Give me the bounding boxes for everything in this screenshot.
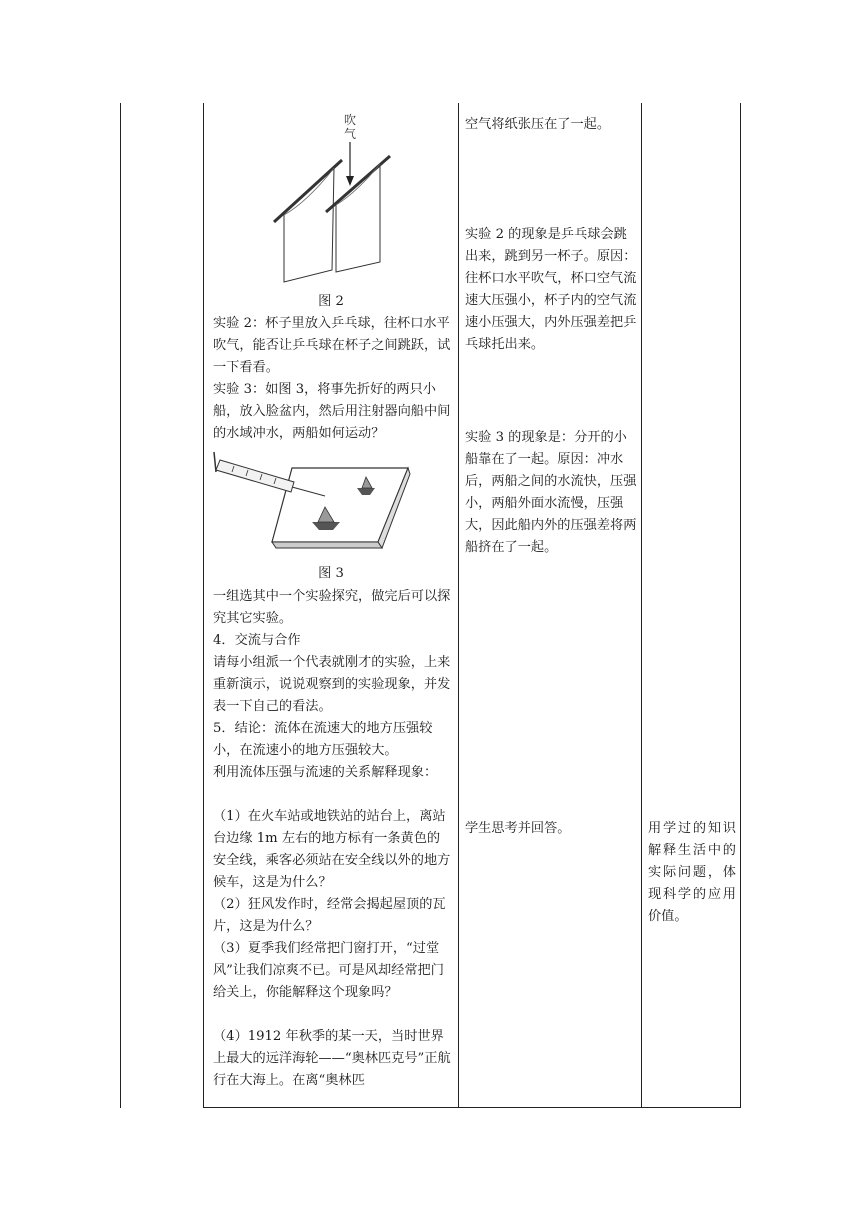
application-intro: 利用流体压强与流速的关系解释现象： — [213, 765, 438, 780]
student-think-answer: 学生思考并回答。 — [465, 821, 571, 836]
experiment-3-result: 实验 3 的现象是：分开的小船靠在了一起。原因：冲水后，两船之间的水流快，压强小，两船外面水流慢，压强大，因此船内外的压强差将两船挤在了一起。 — [465, 430, 637, 555]
table-right-border — [740, 103, 741, 1108]
figure-2-paper-sheets — [262, 112, 402, 292]
figure-3-caption: 图 3 — [318, 566, 344, 581]
experiment-1-result: 空气将纸张压在了一起。 — [465, 117, 611, 132]
experiment-3-text: 实验 3：如图 3，将事先折好的两只小船，放入脸盆内，然后用注射器向船中间的水域冲水，两船如何运动？ — [213, 382, 451, 441]
figure-2-caption: 图 2 — [318, 294, 344, 309]
column-divider-3 — [641, 103, 642, 1108]
column-divider-2 — [458, 103, 459, 1108]
group-instruction: 一组选其中一个实验探究，做完后可以探究其它实验。 — [213, 589, 451, 626]
table-bottom-border — [203, 1107, 741, 1108]
question-2: （2）狂风发作时，经常会揭起屋顶的瓦片，这是为什么？ — [213, 897, 446, 934]
fig2-label-char2: 气 — [344, 127, 357, 141]
question-3: （3）夏季我们经常把门窗打开，“过堂风”让我们凉爽不已。可是风却经常把门给关上，你能解释这个现象吗？ — [213, 941, 444, 1000]
section-4-text: 请每小组派一个代表就刚才的实验，上来重新演示，说说观察到的实验现象，并发表一下自己的看法。 — [213, 655, 451, 714]
question-1: （1）在火车站或地铁站的站台上，离站台边缘 1m 左右的地方标有一条黄色的安全线，乘客必须站在安全线以外的地方候车，这是为什么？ — [213, 809, 451, 890]
experiment-2-result: 实验 2 的现象是乒乓球会跳出来，跳到另一杯子。原因：往杯口水平吹气，杯口空气流速大压强小，杯子内的空气流速小压强大，内外压强差把乒乓球托出来。 — [465, 227, 637, 352]
section-4-title: 4．交流与合作 — [213, 633, 301, 648]
column-divider-1 — [203, 103, 204, 1108]
table-left-border — [120, 103, 121, 1108]
question-4: （4）1912 年秋季的某一天，当时世界上最大的远洋海轮——“奥林匹克号”正航行在大海上。在离“奥林匹 — [213, 1029, 451, 1088]
section-5-conclusion: 5．结论：流体在流速大的地方压强较小，在流速小的地方压强较大。 — [213, 721, 433, 758]
experiment-2-text: 实验 2：杯子里放入乒乓球，往杯口水平吹气，能否让乒乓球在杯子之间跳跃，试一下看看。 — [213, 316, 451, 375]
figure-3-syringe-boats — [212, 450, 416, 562]
design-intent: 用学过的知识解释生活中的实际问题，体现科学的应用价值。 — [648, 821, 736, 924]
fig2-label-char1: 吹 — [344, 113, 357, 127]
